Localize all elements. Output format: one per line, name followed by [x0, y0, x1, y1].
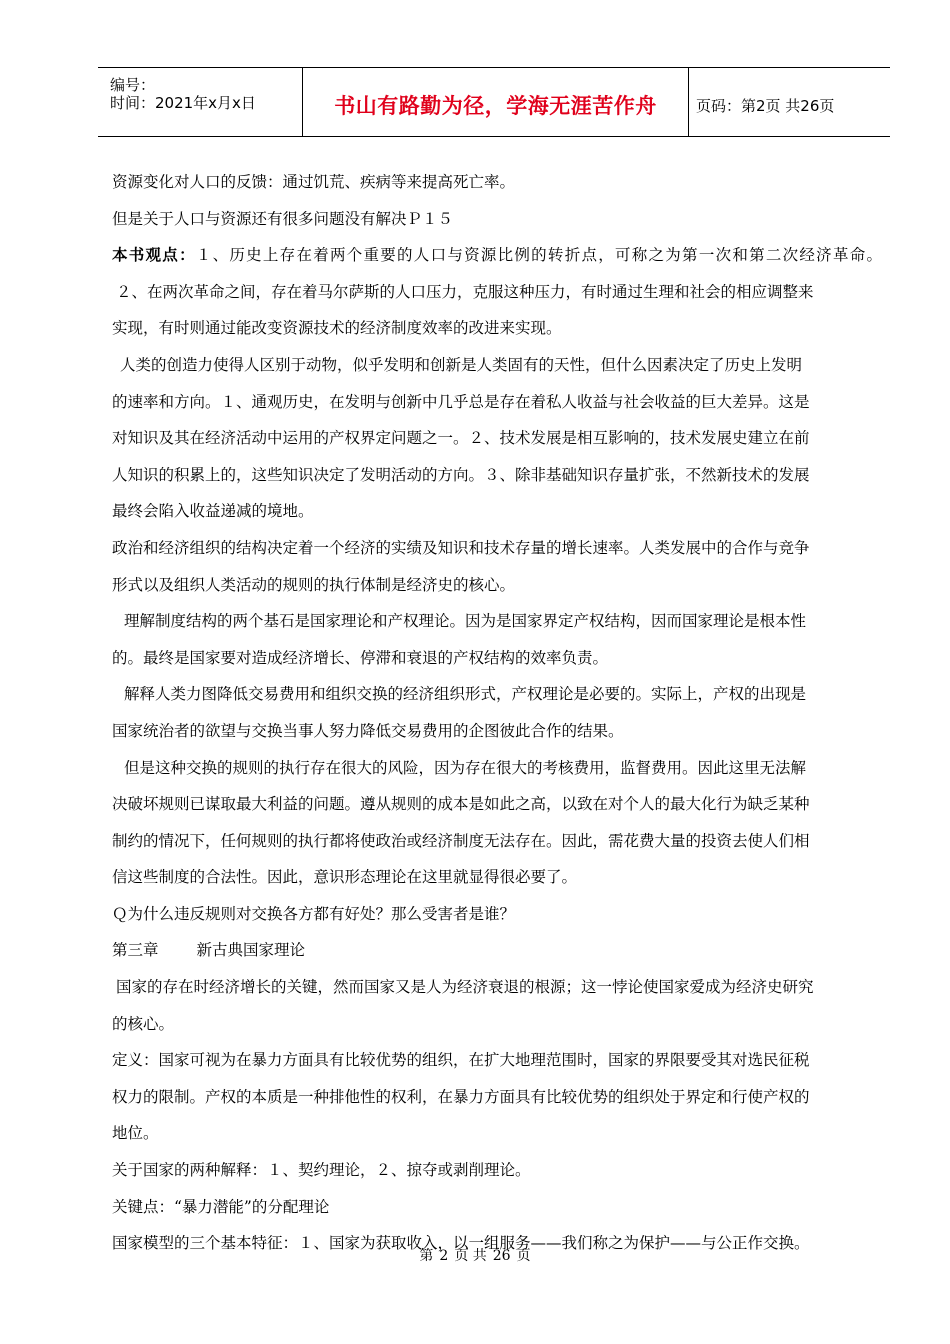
- paragraph-line: 但是关于人口与资源还有很多问题没有解决Ｐ１５: [112, 209, 454, 228]
- header-motto-cell: [302, 68, 689, 136]
- paragraph-line: 权力的限制。产权的本质是一种排他性的权利，在暴力方面具有比较优势的组织处于界定和行使产权的: [112, 1087, 810, 1106]
- paragraph-line: 国家统治者的欲望与交换当事人努力降低交易费用的企图彼此合作的结果。: [112, 721, 624, 740]
- footer-prefix: 第: [419, 1248, 434, 1264]
- paragraph-line: 但是这种交换的规则的执行存在很大的风险，因为存在很大的考核费用，监督费用。因此这里无法解: [124, 758, 807, 777]
- paragraph-line: 人知识的积累上的，这些知识决定了发明活动的方向。３、除非基础知识存量扩张，不然新技术的发展: [112, 465, 810, 484]
- footer-mid: 页 共: [454, 1248, 487, 1264]
- chapter-title: 新古典国家理论: [196, 941, 306, 960]
- footer-total-pages: 26: [492, 1248, 511, 1264]
- document-time: 时间：2021年x月x日: [110, 94, 256, 112]
- footer-suffix: 页: [516, 1248, 531, 1264]
- paragraph-line: 理解制度结构的两个基石是国家理论和产权理论。因为是国家界定产权结构，因而国家理论是根本性: [124, 612, 807, 631]
- viewpoint-line: [112, 237, 882, 274]
- paragraph-line: 的速率和方向。１、通观历史，在发明与创新中几乎总是存在着私人收益与社会收益的巨大差异。这是: [112, 392, 810, 411]
- paragraph-line: 的核心。: [112, 1014, 175, 1033]
- header-page-number: 页码：第2页 共26页: [696, 97, 835, 115]
- paragraph-line: 资源变化对人口的反馈：通过饥荒、疾病等来提高死亡率。: [112, 173, 516, 191]
- viewpoint-label: 本书观点：: [112, 245, 196, 265]
- paragraph-line: 关键点：“暴力潜能”的分配理论: [112, 1197, 330, 1216]
- paragraph-line: 决破坏规则已谋取最大利益的问题。遵从规则的成本是如此之高，以致在对个人的最大化行为缺乏某种: [112, 795, 810, 814]
- paragraph-line: 国家模型的三个基本特征：１、国家为获取收入，以一组服务——我们称之为保护——与公正作交换。: [112, 1234, 810, 1253]
- header-page-cell: [688, 68, 890, 136]
- viewpoint-text: １、历史上存在着两个重要的人口与资源比例的转折点，可称之为第一次和第二次经济革命。: [195, 246, 882, 265]
- paragraph-line: 地位。: [112, 1124, 159, 1143]
- paragraph-line: 定义：国家可视为在暴力方面具有比较优势的组织，在扩大地理范围时，国家的界限要受其对选民征税: [112, 1051, 810, 1070]
- paragraph-line: 人类的创造力使得人区别于动物，似乎发明和创新是人类固有的天性，但什么因素决定了历史上发明: [120, 355, 803, 374]
- paragraph-line: 政治和经济组织的结构决定着一个经济的实绩及知识和技术存量的增长速率。人类发展中的合作与竞争: [112, 538, 810, 557]
- paragraph-line: 关于国家的两种解释：１、契约理论，２、掠夺或剥削理论。: [112, 1161, 531, 1180]
- paragraph-line: 国家的存在时经济增长的关键，然而国家又是人为经济衰退的根源；这一悖论使国家爱成为经济史研究: [116, 978, 814, 997]
- paragraph-line: ２、在两次革命之间，存在着马尔萨斯的人口压力，克服这种压力，有时通过生理和社会的相应调整来: [116, 282, 814, 301]
- document-code-label: 编号：: [110, 76, 156, 94]
- page-header: [98, 67, 890, 137]
- motto: 书山有路勤为径，学海无涯苦作舟: [334, 94, 657, 118]
- paragraph-line: 制约的情况下，任何规则的执行都将使政治或经济制度无法存在。因此，需花费大量的投资去使人们相: [112, 831, 810, 850]
- document-body: [112, 164, 882, 1262]
- chapter-number: 第三章: [112, 941, 159, 960]
- paragraph-line: 最终会陷入收益递减的境地。: [112, 502, 314, 521]
- paragraph-line: 解释人类力图降低交易费用和组织交换的经济组织形式，产权理论是必要的。实际上，产权的出现是: [124, 685, 807, 704]
- chapter-heading: [112, 932, 882, 969]
- paragraph-line: 对知识及其在经济活动中运用的产权界定问题之一。２、技术发展是相互影响的，技术发展史建立在前: [112, 429, 810, 448]
- paragraph-line: Ｑ为什么违反规则对交换各方都有好处？那么受害者是谁？: [112, 904, 516, 923]
- paragraph-line: 的。最终是国家要对造成经济增长、停滞和衰退的产权结构的效率负责。: [112, 648, 609, 667]
- paragraph-line: 信这些制度的合法性。因此，意识形态理论在这里就显得很必要了。: [112, 868, 578, 887]
- paragraph-line: 实现，有时则通过能改变资源技术的经济制度效率的改进来实现。: [112, 319, 562, 338]
- header-meta-cell: [98, 68, 302, 136]
- footer-current-page: 2: [439, 1248, 449, 1264]
- page-footer: [0, 1245, 950, 1265]
- paragraph-line: 形式以及组织人类活动的规则的执行体制是经济史的核心。: [112, 575, 516, 594]
